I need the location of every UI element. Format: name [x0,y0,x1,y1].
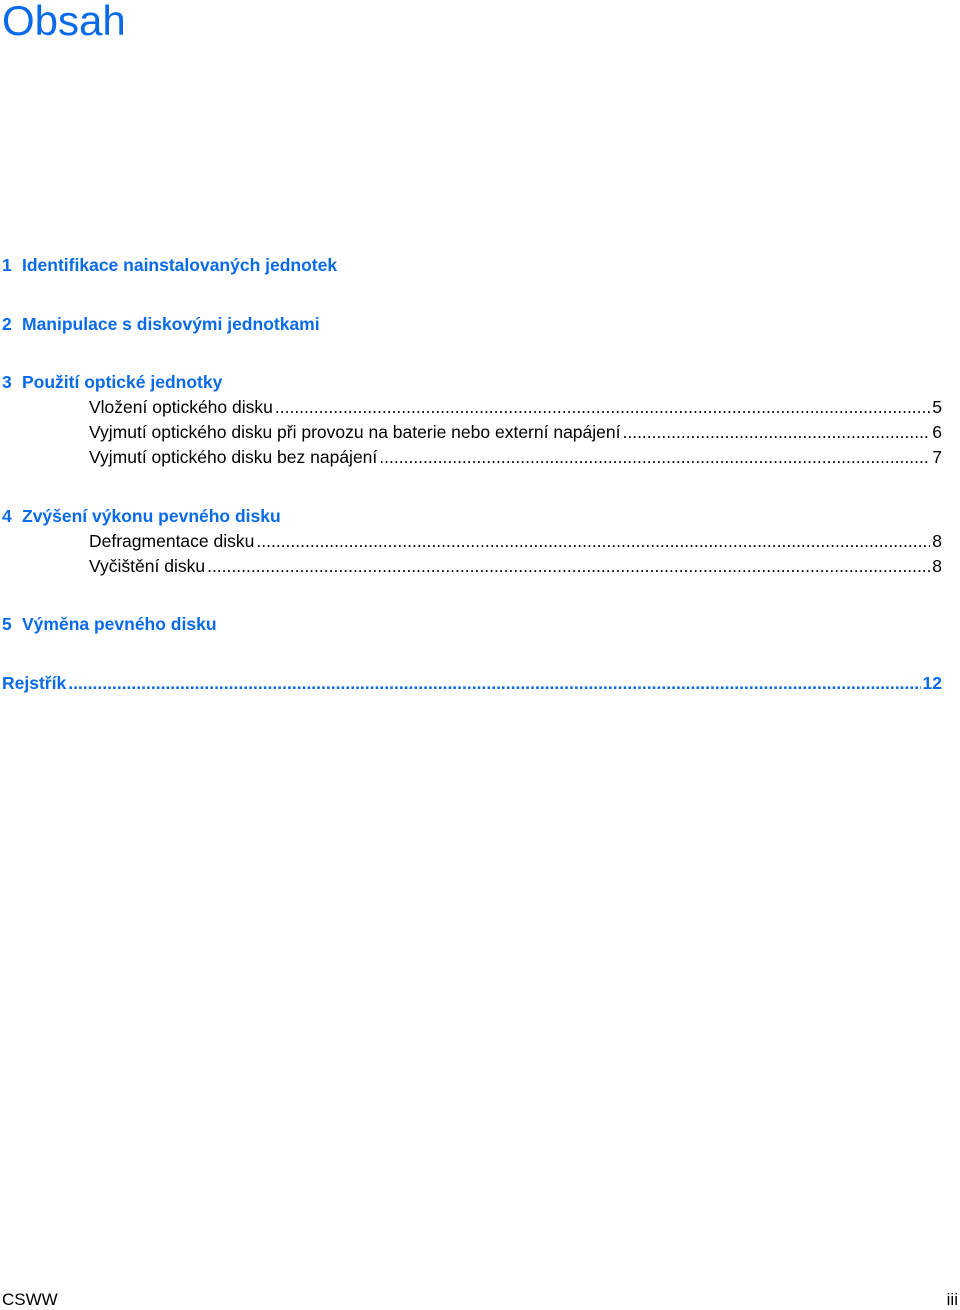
toc-entry-page: 7 [932,447,942,467]
chapter-number: 3 [2,372,12,392]
dot-leader [379,446,930,468]
dot-leader [275,396,930,418]
dot-leader [256,530,930,552]
footer-page-number: iii [946,1290,958,1309]
toc-entry-page: 6 [932,422,942,442]
toc-entry-label: Vyjmutí optického disku při provozu na baterie nebo externí napájení [89,422,621,442]
index-label: Rejstřík [2,673,67,693]
chapter-title: Výměna pevného disku [22,614,217,634]
dot-leader [68,672,920,694]
toc-chapter-3[interactable] [2,371,222,393]
toc-entry[interactable] [89,530,942,552]
chapter-number: 5 [2,614,12,634]
toc-entry[interactable] [89,396,942,418]
toc-entry-label: Vyčištění disku [89,556,206,576]
toc-chapter-4[interactable] [2,505,281,527]
toc-entry[interactable] [89,555,942,577]
footer-left-label: CSWW [2,1290,58,1309]
chapter-number: 2 [2,314,12,334]
page-title: Obsah [2,0,126,44]
toc-entry-page: 8 [932,531,942,551]
toc-chapter-5[interactable] [2,613,217,635]
toc-entry-page: 8 [932,556,942,576]
toc-entry[interactable] [89,421,942,443]
chapter-title: Použití optické jednotky [22,372,223,392]
index-page: 12 [922,673,942,693]
toc-index-entry[interactable] [2,672,942,694]
chapter-title: Manipulace s diskovými jednotkami [22,314,320,334]
chapter-title: Identifikace nainstalovaných jednotek [22,255,338,275]
toc-entry-label: Vložení optického disku [89,397,273,417]
toc-entry[interactable] [89,446,942,468]
dot-leader [622,421,930,443]
toc-entry-label: Vyjmutí optického disku bez napájení [89,447,378,467]
toc-entry-page: 5 [932,397,942,417]
chapter-number: 4 [2,506,12,526]
toc-entry-label: Defragmentace disku [89,531,255,551]
dot-leader [207,555,930,577]
toc-chapter-2[interactable] [2,313,320,335]
chapter-title: Zvýšení výkonu pevného disku [22,506,281,526]
chapter-number: 1 [2,255,12,275]
toc-chapter-1[interactable] [2,254,337,276]
